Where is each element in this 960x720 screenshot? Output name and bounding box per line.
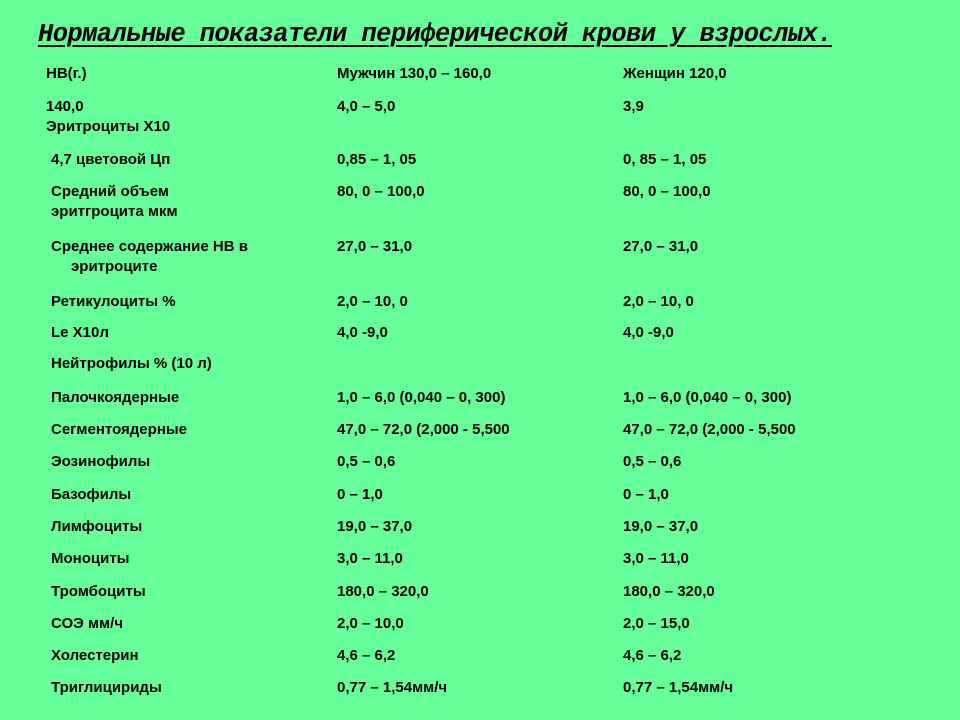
table-cell: 140,0 Эритроциты X10	[46, 98, 171, 135]
table-cell: 27,0 – 31,0	[337, 238, 413, 255]
table-cell: 1,0 – 6,0 (0,040 – 0, 300)	[337, 389, 506, 406]
table-cell: 4,6 – 6,2	[337, 647, 396, 664]
table-cell: Базофилы	[51, 486, 132, 503]
page-title: Нормальные показатели периферической крови у взрослых.	[38, 20, 832, 49]
table-cell: 180,0 – 320,0	[623, 583, 715, 600]
table-cell: 47,0 – 72,0 (2,000 - 5,500	[623, 421, 796, 438]
table-cell: 47,0 – 72,0 (2,000 - 5,500	[337, 421, 510, 438]
table-cell: Мужчин 130,0 – 160,0	[337, 65, 492, 82]
table-cell: Тромбоциты	[51, 583, 146, 600]
table-cell: 0, 85 – 1, 05	[623, 151, 707, 168]
table-cell: 0 – 1,0	[623, 486, 669, 503]
table-cell: 4,0 – 5,0	[337, 98, 396, 115]
table-cell: 4,0 -9,0	[623, 324, 674, 341]
table-cell: 0 – 1,0	[337, 486, 383, 503]
table-cell: СОЭ мм/ч	[51, 615, 124, 632]
table-cell: 1,0 – 6,0 (0,040 – 0, 300)	[623, 389, 792, 406]
table-cell: Средний объем эритгроцита мкм	[51, 183, 178, 220]
table-cell: Палочкоядерные	[51, 389, 180, 406]
table-cell: 4,7 цветовой Цп	[51, 151, 171, 168]
table-cell: 27,0 – 31,0	[623, 238, 699, 255]
table-cell: 4,6 – 6,2	[623, 647, 682, 664]
table-cell: Лимфоциты	[51, 518, 143, 535]
table-cell: HB(г.)	[46, 65, 87, 82]
table-cell: 0,5 – 0,6	[337, 453, 396, 470]
table-cell: 2,0 – 15,0	[623, 615, 690, 632]
table-cell: Ретикулоциты %	[51, 293, 176, 310]
table-cell: Le X10л	[51, 324, 109, 341]
table-cell: 180,0 – 320,0	[337, 583, 429, 600]
table-cell: 4,0 -9,0	[337, 324, 388, 341]
table-cell: Сегментоядерные	[51, 421, 188, 438]
table-cell: Среднее содержание НВ в эритроците	[51, 238, 248, 275]
table-cell: 80, 0 – 100,0	[623, 183, 711, 200]
table-cell: 0,85 – 1, 05	[337, 151, 417, 168]
table-cell: 3,0 – 11,0	[623, 550, 689, 567]
table-cell: 19,0 – 37,0	[623, 518, 699, 535]
table-cell: 19,0 – 37,0	[337, 518, 413, 535]
table-cell: 80, 0 – 100,0	[337, 183, 425, 200]
table-cell: Нейтрофилы % (10 л)	[51, 355, 212, 372]
table-cell: Женщин 120,0	[623, 65, 727, 82]
table-cell: Моноциты	[51, 550, 130, 567]
table-cell: Холестерин	[51, 647, 139, 664]
table-cell: 2,0 – 10, 0	[337, 293, 408, 310]
table-cell: 2,0 – 10,0	[337, 615, 404, 632]
table-cell: 3,0 – 11,0	[337, 550, 403, 567]
table-cell: 0,77 – 1,54мм/ч	[337, 679, 448, 696]
table-cell: Триглицириды	[51, 679, 162, 696]
table-cell: 0,5 – 0,6	[623, 453, 682, 470]
table-cell: 2,0 – 10, 0	[623, 293, 694, 310]
table-cell: Эозинофилы	[51, 453, 151, 470]
table-cell: 3,9	[623, 98, 644, 115]
table-cell: 0,77 – 1,54мм/ч	[623, 679, 734, 696]
